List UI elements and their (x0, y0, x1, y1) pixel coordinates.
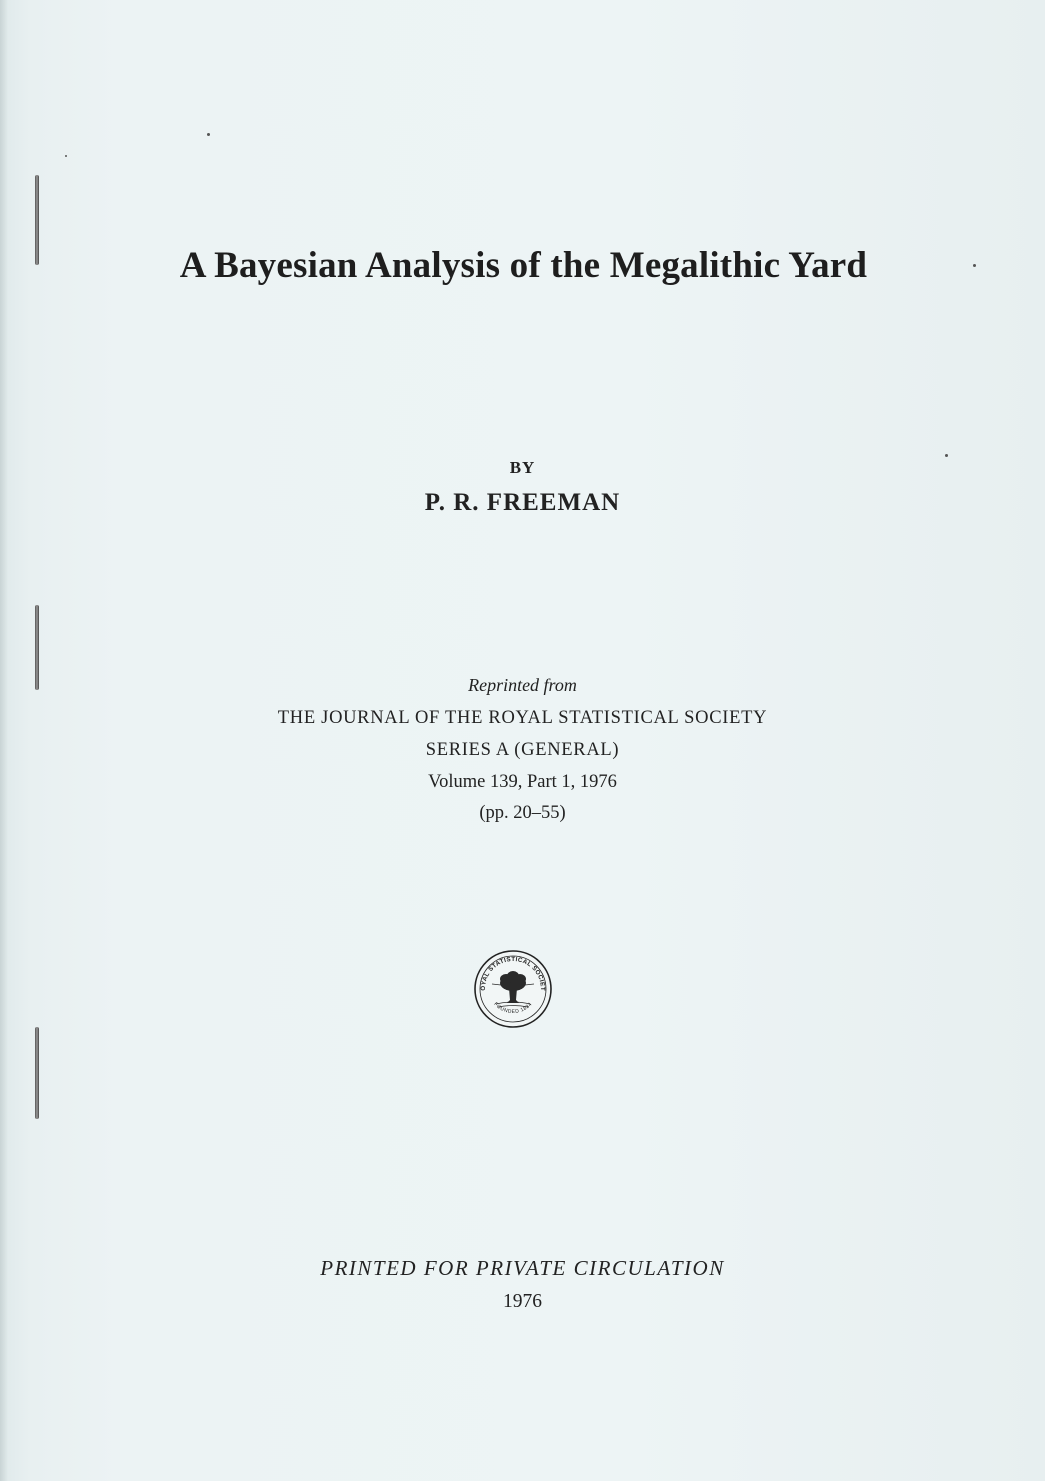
journal-name: THE JOURNAL OF THE ROYAL STATISTICAL SOCIETY (277, 708, 768, 728)
paper-speck (945, 454, 948, 457)
journal-series: SERIES A (GENERAL) (425, 740, 620, 760)
author-name: P. R. FREEMAN (424, 489, 621, 516)
paper-speck (65, 155, 67, 157)
imprint-year: 1976 (503, 1291, 542, 1312)
page-range: (pp. 20–55) (479, 803, 566, 823)
svg-text:FOUNDED 1834: FOUNDED 1834 (492, 1001, 534, 1016)
wheatsheaf-seal-icon (472, 948, 554, 1030)
svg-text:ROYAL STATISTICAL SOCIETY: OYAL STATISTICAL SOCIET (479, 955, 547, 992)
document-title: A Bayesian Analysis of the Megalithic Yard (179, 245, 868, 286)
by-label: BY (509, 458, 536, 477)
imprint-statement: PRINTED FOR PRIVATE CIRCULATION (320, 1256, 725, 1280)
reprinted-from-label: Reprinted from (468, 675, 577, 695)
volume-info: Volume 139, Part 1, 1976 (428, 772, 617, 792)
staple-bottom (35, 1027, 39, 1119)
paper-speck (207, 133, 210, 136)
